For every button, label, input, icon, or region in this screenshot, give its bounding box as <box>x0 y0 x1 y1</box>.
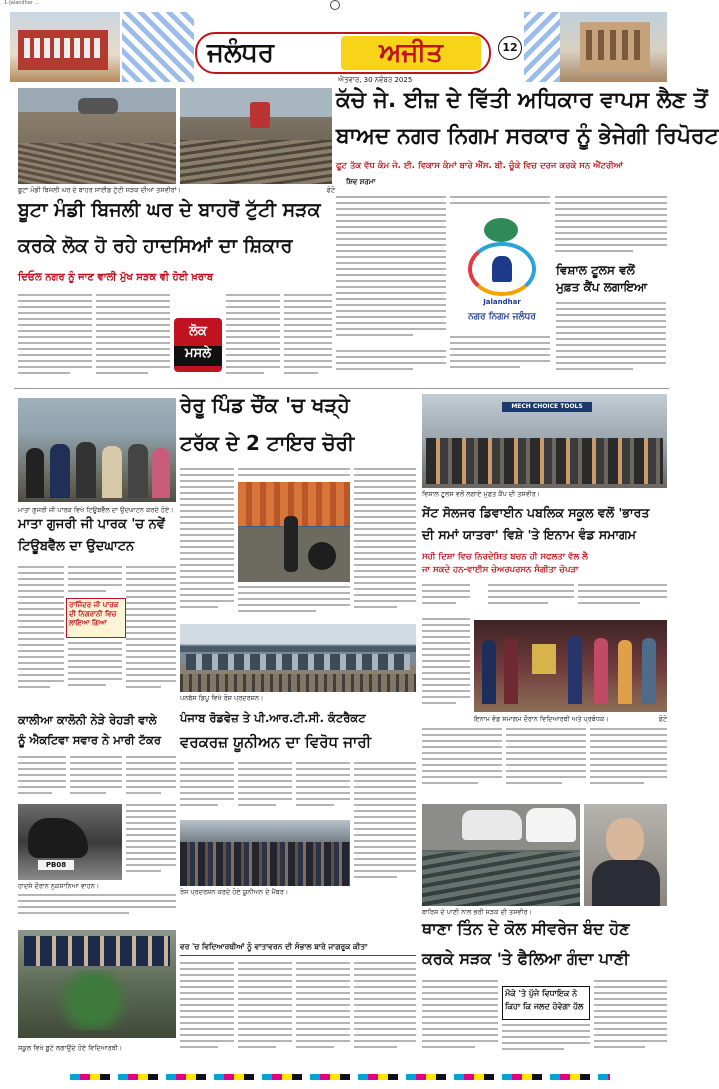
story8-inline-line2: ਕਿਹਾ ਕਿ ਜਲਦ ਹੋਵੇਗਾ ਹੱਲ <box>505 1002 584 1011</box>
story9-body-col4 <box>354 962 416 1058</box>
story2-headline-line2: ਕਰਕੇ ਲੋਕ ਹੋ ਰਹੇ ਹਾਦਸਿਆਂ ਦਾ ਸ਼ਿਕਾਰ <box>18 235 293 257</box>
photo-road-right <box>180 88 332 184</box>
photo-plantation <box>18 930 176 1038</box>
story8-inline-line1: ਮੌਕੇ 'ਤੇ ਪੁੱਜੇ ਵਿਧਾਇਕ ਨੇ <box>505 989 578 998</box>
photo-activa-accident <box>18 804 122 880</box>
story5-body-col2 <box>488 584 574 614</box>
registration-mark <box>330 0 340 10</box>
photo-union-protest <box>180 820 350 886</box>
story8-body-col1 <box>422 980 498 1060</box>
story3-body-col2 <box>68 566 122 596</box>
story5-body-col3 <box>578 584 667 614</box>
story3-headline-line1: ਮਾਤਾ ਗੁਜਰੀ ਜੀ ਪਾਰਕ 'ਚ ਨਵੇਂ <box>18 517 165 532</box>
lok-masle-line1: ਲੋਕ <box>189 324 207 339</box>
color-registration-bar <box>70 1074 610 1080</box>
photo-bus-stand <box>180 624 416 692</box>
story8-inline-box <box>502 986 590 1020</box>
story5-body-col1 <box>422 584 470 614</box>
story7-body-col5 <box>18 894 176 924</box>
masthead-building-right <box>560 12 667 82</box>
masthead-title-left: ਜਲੰਧਰ <box>207 38 275 68</box>
story1-headline-line1: ਕੱਚੇ ਜੇ. ਈਜ਼ ਦੇ ਵਿੱਤੀ ਅਧਿਕਾਰ ਵਾਪਸ ਲੈਣ ਤੋਂ <box>336 88 708 113</box>
story7-headline-line2: ਨੂੰ ਐਕਟਿਵਾ ਸਵਾਰ ਨੇ ਮਾਰੀ ਟੱਕਰ <box>18 733 162 747</box>
story6-photo-caption: ਪਨਬੱਸ ਡਿਪੂ ਵਿਖੇ ਰੋਸ ਪ੍ਰਦਰਸ਼ਨ। <box>180 694 264 702</box>
page-number: 12 <box>498 36 522 60</box>
story2-body-col3 <box>226 294 280 384</box>
story3-photo-caption: ਮਾਤਾ ਗੁਜਰੀ ਜੀ ਪਾਰਕ ਵਿਖੇ ਟਿਊਬਵੈੱਲ ਦਾ ਉਦਘਾਟਨ ਕਰਦੇ ਹੋਏ। <box>18 506 174 514</box>
story5-headline-line1: ਸੇਂਟ ਸੋਲਜਰ ਡਿਵਾਈਨ ਪਬਲਿਕ ਸਕੂਲ ਵਲੋਂ 'ਭਾਰਤ <box>422 505 650 520</box>
story3-body-col1 <box>18 566 64 696</box>
lok-masle-line2: ਮਸਲੇ <box>174 346 222 366</box>
story1-body-col1 <box>336 196 446 346</box>
story5-photo-caption: ਵਿਸ਼ਾਲ ਟੂਲਸ ਵਲੋਂ ਲਗਾਏ ਮੁਫ਼ਤ ਕੈਂਪ ਦੀ ਤਸਵੀਰ। <box>422 490 541 498</box>
photo-truck <box>238 482 350 582</box>
photo-tubewell-group <box>18 432 176 502</box>
story5-body-col6 <box>590 728 667 798</box>
story1-subhead: ਫੂਟ ਤੱਕ ਵੱਧ ਕੰਮ ਜੇ. ਈ. ਵਿਕਾਸ ਕੰਮਾਂ ਬਾਰੇ ਐੱਸ. ਬੀ. ਚੂੰਕੇ ਵਿਚ ਦਰਜ ਕਰਕੇ ਸਨ ਐਂਟਰੀਆਂ <box>336 161 623 171</box>
masthead-logo <box>195 32 491 74</box>
activa-plate: PB08 <box>38 860 74 870</box>
photo-tubewell-group-top <box>18 398 176 434</box>
story3-body-col3 <box>126 566 176 696</box>
story7-headline-line1: ਕਾਲੀਆ ਕਾਲੋਨੀ ਨੇੜੇ ਰੇਹੜੀ ਵਾਲੇ <box>18 713 157 727</box>
divider <box>14 388 669 389</box>
tools-shop-sign: MECH CHOICE TOOLS <box>502 402 592 412</box>
story8-headline-line1: ਥਾਣਾ ਤਿੰਨ ਦੇ ਕੋਲ ਸੀਵਰੇਜ ਬੰਦ ਹੋਣ <box>422 919 630 938</box>
story1-body-col1b <box>336 350 446 380</box>
story2-photo-credit: ਫੋਟੋ <box>326 186 335 194</box>
side1-body <box>556 302 666 382</box>
story3-headline-line2: ਟਿਊਬਵੈੱਲ ਦਾ ਉਦਘਾਟਨ <box>18 539 135 554</box>
story6-photo-caption2: ਰੋਸ ਪ੍ਰਦਰਸ਼ਨ ਕਰਦੇ ਹੋਏ ਯੂਨੀਅਨ ਦੇ ਮੈਂਬਰ। <box>180 888 289 896</box>
story9-headline: ਵਰ 'ਚ ਵਿਦਿਆਰਥੀਆਂ ਨੂੰ ਵਾਤਾਵਰਨ ਦੀ ਸੰਭਾਲ ਬਾਰੇ ਜਾਗਰੂਕ ਕੀਤਾ <box>180 942 416 956</box>
story4-body-col1 <box>180 468 234 618</box>
side1-headline-line2: ਮੁਫ਼ਤ ਕੈਂਪ ਲਗਾਇਆ <box>556 280 648 294</box>
story9-body-col3 <box>296 962 350 1058</box>
story3-body-col2b <box>68 642 122 696</box>
print-meta: 1-Jalandhar ... <box>4 0 40 6</box>
story5-body-col0 <box>422 618 470 718</box>
story2-body-col2 <box>96 294 170 384</box>
story1-body-col3 <box>555 196 667 260</box>
masthead <box>10 12 667 82</box>
photo-prize-ceremony <box>474 620 667 712</box>
masthead-building-left <box>10 12 120 82</box>
story2-headline-line1: ਬੂਟਾ ਮੰਡੀ ਬਿਜਲੀ ਘਰ ਦੇ ਬਾਹਰੋਂ ਟੁੱਟੀ ਸੜਕ <box>18 199 321 221</box>
photo-road-left <box>18 88 176 184</box>
story7-body-col4 <box>126 804 176 880</box>
story2-body-col1 <box>18 294 92 384</box>
story6-body-col3 <box>296 762 350 818</box>
photo-mla-portrait <box>584 804 667 906</box>
story1-body-col2b <box>450 336 550 376</box>
story5-photo-caption2: ਇਨਾਮ ਵੰਡ ਸਮਾਗਮ ਦੌਰਾਨ ਵਿਦਿਆਰਥੀ ਅਤੇ ਪ੍ਰਬੰਧਕ। <box>474 715 609 723</box>
story2-subhead: ਦਿਓਲ ਨਗਰ ਨੂੰ ਜਾਣ ਵਾਲੀ ਮੁੱਖ ਸੜਕ ਵੀ ਹੋਈ ਖ਼ਰਾਬ <box>18 272 214 283</box>
story6-headline-line2: ਵਰਕਰਜ਼ ਯੂਨੀਅਨ ਦਾ ਵਿਰੋਧ ਜਾਰੀ <box>180 733 372 751</box>
story6-body-col1 <box>180 762 234 818</box>
story6-body-col4 <box>354 762 416 892</box>
side1-headline-line1: ਵਿਸ਼ਾਲ ਟੂਲਸ ਵਲੋਂ <box>556 263 635 277</box>
mc-logo-caption: ਨਗਰ ਨਿਗਮ ਜਲੰਧਰ <box>468 312 536 322</box>
story5-subhead-line1: ਸਹੀ ਦਿਸ਼ਾ ਵਿਚ ਨਿਰਦੇਸ਼ਿਤ ਬਚਨ ਹੀ ਸਫਲਤਾ ਵੱਲ ਲੈ <box>422 552 588 562</box>
story7-body-col2 <box>70 756 122 802</box>
mc-logo-block <box>454 214 550 332</box>
story9-body-col1 <box>180 962 234 1058</box>
story5-body-col5 <box>506 728 586 798</box>
story5-subhead-line2: ਜਾ ਸਕਦੇ ਹਨ-ਵਾਈਸ ਚੇਅਰਪਰਸਨ ਸੰਗੀਤਾ ਚੋਪੜਾ <box>422 565 579 575</box>
photo-sewer-road <box>422 804 580 906</box>
masthead-pattern-left <box>122 12 194 82</box>
story4-headline-line2: ਟਰੱਕ ਦੇ 2 ਟਾਇਰ ਚੋਰੀ <box>180 431 355 455</box>
story6-body-col2 <box>238 762 292 818</box>
story5-photo-credit2: ਫੋਟੋ <box>658 715 667 723</box>
story1-byline: ਸ਼ਿਵ ਸ਼ਰਮਾ <box>346 178 376 186</box>
lok-masle-badge <box>174 318 222 372</box>
story8-photo-caption: ਬਾਰਿਸ਼ ਦੇ ਪਾਣੀ ਨਾਲ ਭਰੀ ਸੜਕ ਦੀ ਤਸਵੀਰ। <box>422 908 532 916</box>
story8-headline-line2: ਕਰਕੇ ਸੜਕ 'ਤੇ ਫੈਲਿਆ ਗੰਦਾ ਪਾਣੀ <box>422 949 630 968</box>
story1-body-col2 <box>450 196 550 210</box>
story7-body-col3 <box>126 756 176 802</box>
story5-headline-line2: ਦੀ ਸਮਾਂ ਯਾਤਰਾ' ਵਿਸ਼ੇ 'ਤੇ ਇਨਾਮ ਵੰਡ ਸਮਾਗਮ <box>422 527 636 542</box>
story2-body-col4 <box>284 294 332 384</box>
mc-logo-word: Jalandhar <box>483 298 521 306</box>
photo-tools-shop <box>422 394 667 488</box>
story4-headline-line1: ਰੇਰੂ ਪਿੰਡ ਚੌਂਕ 'ਚ ਖੜ੍ਹੇ <box>180 393 350 417</box>
story3-inline-box: ਰਾਜਿੰਦਰ ਜੀ ਪਾਰਕ ਦੀ ਨਿਗਰਾਨੀ ਵਿਚ ਲਾਇਆ ਗਿਆ <box>66 598 126 638</box>
story1-headline-line2: ਬਾਅਦ ਨਗਰ ਨਿਗਮ ਸਰਕਾਰ ਨੂੰ ਭੇਜੇਗੀ ਰਿਪੋਰਟ <box>336 124 719 149</box>
masthead-pattern-right <box>524 12 560 82</box>
story7-body-col1 <box>18 756 66 802</box>
story7-photo-caption: ਹਾਦਸੇ ਦੌਰਾਨ ਨੁਕਸਾਨਿਆ ਵਾਹਨ। <box>18 882 100 890</box>
story4-body-col3 <box>354 468 416 618</box>
story4-body-col2 <box>238 468 350 480</box>
story4-body-col2b <box>238 586 350 618</box>
story5-body-col4 <box>422 728 502 798</box>
story9-photo-caption: ਸਕੂਲ ਵਿਖੇ ਬੂਟੇ ਲਗਾਉਂਦੇ ਹੋਏ ਵਿਦਿਆਰਥੀ। <box>18 1044 123 1052</box>
masthead-date: ਐਤਵਾਰ, 30 ਨਵੰਬਰ 2025 <box>338 76 413 84</box>
story8-body-col2 <box>502 1024 590 1060</box>
masthead-title-right: ਅਜੀਤ <box>341 36 481 70</box>
story2-photo-caption: ਬੂਟਾ ਮੰਡੀ ਬਿਜਲੀ ਘਰ ਦੇ ਬਾਹਰ ਸਾਈਡ ਟੁੱਟੀ ਸੜਕ ਦੀਆਂ ਤਸਵੀਰਾਂ। <box>18 186 181 194</box>
story6-headline-line1: ਪੰਜਾਬ ਰੋਡਵੇਜ਼ ਤੇ ਪੀ.ਆਰ.ਟੀ.ਸੀ. ਕੰਟਰੈਕਟ <box>180 711 366 725</box>
story8-body-col3 <box>594 980 667 1060</box>
story9-body-col2 <box>238 962 292 1058</box>
